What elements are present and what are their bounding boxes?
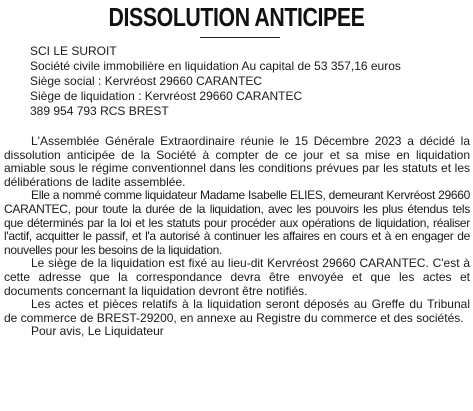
title-underline (200, 37, 280, 38)
notice-body (4, 135, 470, 339)
paragraph-liquidation-seat: Le siège de la liquidation est fixé au lieu-dit Kervréost 29660 CARANTEC. C'est à cette adresse que la correspondance devra être envoyée et que les actes et documents concernant la liquidation devront être notifiés. (4, 256, 470, 298)
paragraph-filing: Les actes et pièces relatifs à la liquidation seront déposés au Greffe du Tribunal de commerce de BREST-29200, en annexe au Registre du commerce et des sociétés. (4, 297, 470, 325)
paragraph-liquidator: Elle a nommé comme liquidateur Madame Isabelle ELIES, demeurant Kervréost 29660 CARANTEC, pour toute la durée de la liquidation, avec les pouvoirs les plus étendus tels que déterminés par la loi et les statuts pour procéder aux opérations de liquidation, réaliser l'actif, acquitter le passif, et l'a autorisé à continuer les affaires en cours et à en engager de nouvelles pour les besoins de la liquidation. (4, 188, 470, 257)
registered-office: Siège social : Kervréost 29660 CARANTEC (30, 74, 263, 88)
company-header (30, 44, 470, 119)
company-name: SCI LE SUROIT (30, 44, 117, 58)
paragraph-dissolution: L'Assemblée Générale Extraordinaire réunie le 15 Décembre 2023 a décidé la dissolution anticipée de la Société à compter de ce jour et sa mise en liquidation amiable sous le régime conventionnel dans les conditions prévues par les statuts et les délibérations de ladite assemblée. (4, 134, 470, 189)
company-description: Société civile immobilière en liquidation Au capital de 53 357,16 euros (30, 59, 401, 73)
rcs-number: 389 954 793 RCS BREST (30, 104, 169, 118)
notice-title: DISSOLUTION ANTICIPEE (108, 2, 365, 32)
liquidation-office: Siège de liquidation : Kervréost 29660 CARANTEC (30, 89, 303, 103)
signature-line: Pour avis, Le Liquidateur (31, 324, 164, 339)
